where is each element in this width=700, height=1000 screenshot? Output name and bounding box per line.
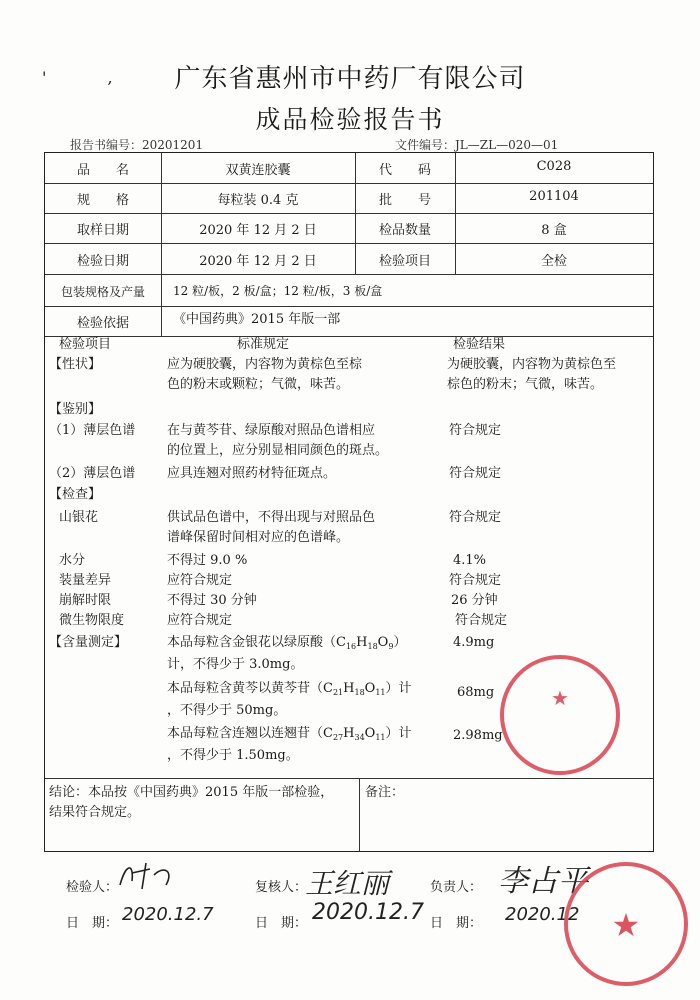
company-seal [495,650,625,780]
value-packaging: 12 粒/板，2 板/盒；12 粒/板，3 板/盒 [173,284,383,298]
res-tlc-1: 符合规定 [449,423,502,438]
label-sampling-date: 取样日期 [76,223,129,238]
date-reviewer: 2020.12.7 [312,900,424,925]
item-tlc-1: （1）薄层色谱 [49,423,136,438]
item-disintegration: 崩解时限 [59,593,112,608]
section-appearance: 【性状】 [49,357,102,372]
file-number: 文件编号：JL—ZL—020—01 [395,138,559,152]
section-inspection: 【检查】 [49,487,102,502]
label-quantity: 检品数量 [378,223,431,238]
res-assay-2: 68mg [457,685,495,700]
res-tlc-2: 符合规定 [449,466,502,481]
section-identification: 【鉴别】 [49,402,102,417]
res-honeysuckle: 符合规定 [449,510,502,525]
std-honeysuckle-1: 供试品色谱中，不得出现与对照品色 [167,510,376,525]
std-appearance-2: 色的粉末或颗粒；气微，味苦。 [167,377,350,392]
res-microbial: 符合规定 [455,613,508,628]
value-spec: 每粒装 0.4 克 [217,193,299,208]
res-appearance-2: 棕色的粉末；气微，味苦。 [447,377,604,392]
date-label-inspector: 日 期： [66,916,119,931]
std-microbial: 应符合规定 [167,613,233,628]
svg-text:★: ★ [551,686,569,710]
company-title: 广东省惠州市中药厂有限公司 [174,64,526,94]
reviewer-label: 复核人： [255,880,308,895]
std-assay-1b: 计，不得少于 3.0mg。 [167,657,304,672]
std-disintegration: 不得过 30 分钟 [167,593,257,608]
res-assay-3: 2.98mg [453,728,503,743]
label-test-scope: 检验项目 [378,254,431,269]
std-assay-2b: ，不得少于 50mg。 [167,703,287,718]
std-assay-3a: 本品每粒含连翘以连翘苷$(C_{27}H_{34}O_{11})$计 [167,726,412,742]
value-test-scope: 全检 [540,254,567,269]
res-assay-1: 4.9mg [453,635,495,650]
value-quantity: 8 盒 [541,223,567,238]
item-tlc-2: （2）薄层色谱 [49,466,136,481]
remark-label: 备注： [365,785,405,800]
inspector-label: 检验人： [66,880,119,895]
res-appearance-1: 为硬胶囊，内容物为黄棕色至 [447,357,617,372]
col-item: 检验项目 [59,337,112,352]
value-product-name: 双黄连胶囊 [225,163,291,178]
value-sampling-date: 2020 年 12 月 2 日 [199,223,317,238]
date-inspector: 2020.12.7 [122,904,214,925]
std-tlc-1a: 在与黄芩苷、绿原酸对照品色谱相应 [167,423,376,438]
date-label-responsible: 日 期： [430,916,483,931]
res-disintegration: 26 分钟 [451,593,498,608]
responsible-label: 负责人： [430,880,483,895]
std-tlc-1b: 的位置上，应分别显相同颜色的斑点。 [167,443,389,458]
label-product-name: 品 名 [76,163,129,178]
std-tlc-2: 应具连翘对照药材特征斑点。 [167,466,337,481]
label-code: 代 码 [378,163,431,178]
label-packaging: 包装规格及产量 [60,285,145,299]
col-result: 检验结果 [453,337,506,352]
qa-seal [560,852,690,992]
item-water: 水分 [59,553,86,568]
responsible-signature: 李占平 [498,864,588,899]
value-test-date: 2020 年 12 月 2 日 [199,254,317,269]
std-assay-3b: ，不得少于 1.50mg。 [167,748,299,763]
std-assay-1a: 本品每粒含金银花以绿原酸$(C_{16}H_{18}O_9)$ [167,635,407,651]
conclusion-line-1: 结论：本品按《中国药典》2015 年版一部检验， [49,785,334,800]
item-microbial: 微生物限度 [59,613,125,628]
label-basis: 检验依据 [76,316,129,331]
res-weight-variation: 符合规定 [449,573,502,588]
label-test-date: 检验日期 [76,254,129,269]
inspector-signature [112,855,182,895]
item-weight-variation: 装量差异 [59,573,112,588]
corner-marks: ' , [42,68,141,87]
col-standard: 标准规定 [237,337,290,352]
std-assay-2a: 本品每粒含黄芩以黄芩苷$(C_{21}H_{18}O_{11})$计 [167,681,412,697]
value-code: C028 [536,159,572,174]
conclusion-line-2: 结果符合规定。 [49,805,141,820]
section-assay: 【含量测定】 [49,635,128,650]
value-batch: 201104 [529,189,579,204]
std-water: 不得过 9.0 % [167,553,248,568]
report-number: 报告书编号：20201201 [70,138,204,152]
label-batch: 批 号 [378,193,431,208]
std-appearance-1: 应为硬胶囊，内容物为黄棕色至棕 [167,357,363,372]
document-title: 成品检验报告书 [255,105,445,134]
svg-text:★: ★ [611,906,641,944]
date-label-reviewer: 日 期： [255,916,308,931]
label-spec: 规 格 [76,193,129,208]
res-water: 4.1% [453,553,487,568]
std-weight-variation: 应符合规定 [167,573,233,588]
date-responsible: 2020.12 [505,904,580,925]
item-honeysuckle: 山银花 [59,510,99,525]
std-honeysuckle-2: 谱峰保留时间相对应的色谱峰。 [167,530,350,545]
reviewer-signature: 王红丽 [305,867,390,900]
value-basis: 《中国药典》2015 年版一部 [173,312,341,327]
